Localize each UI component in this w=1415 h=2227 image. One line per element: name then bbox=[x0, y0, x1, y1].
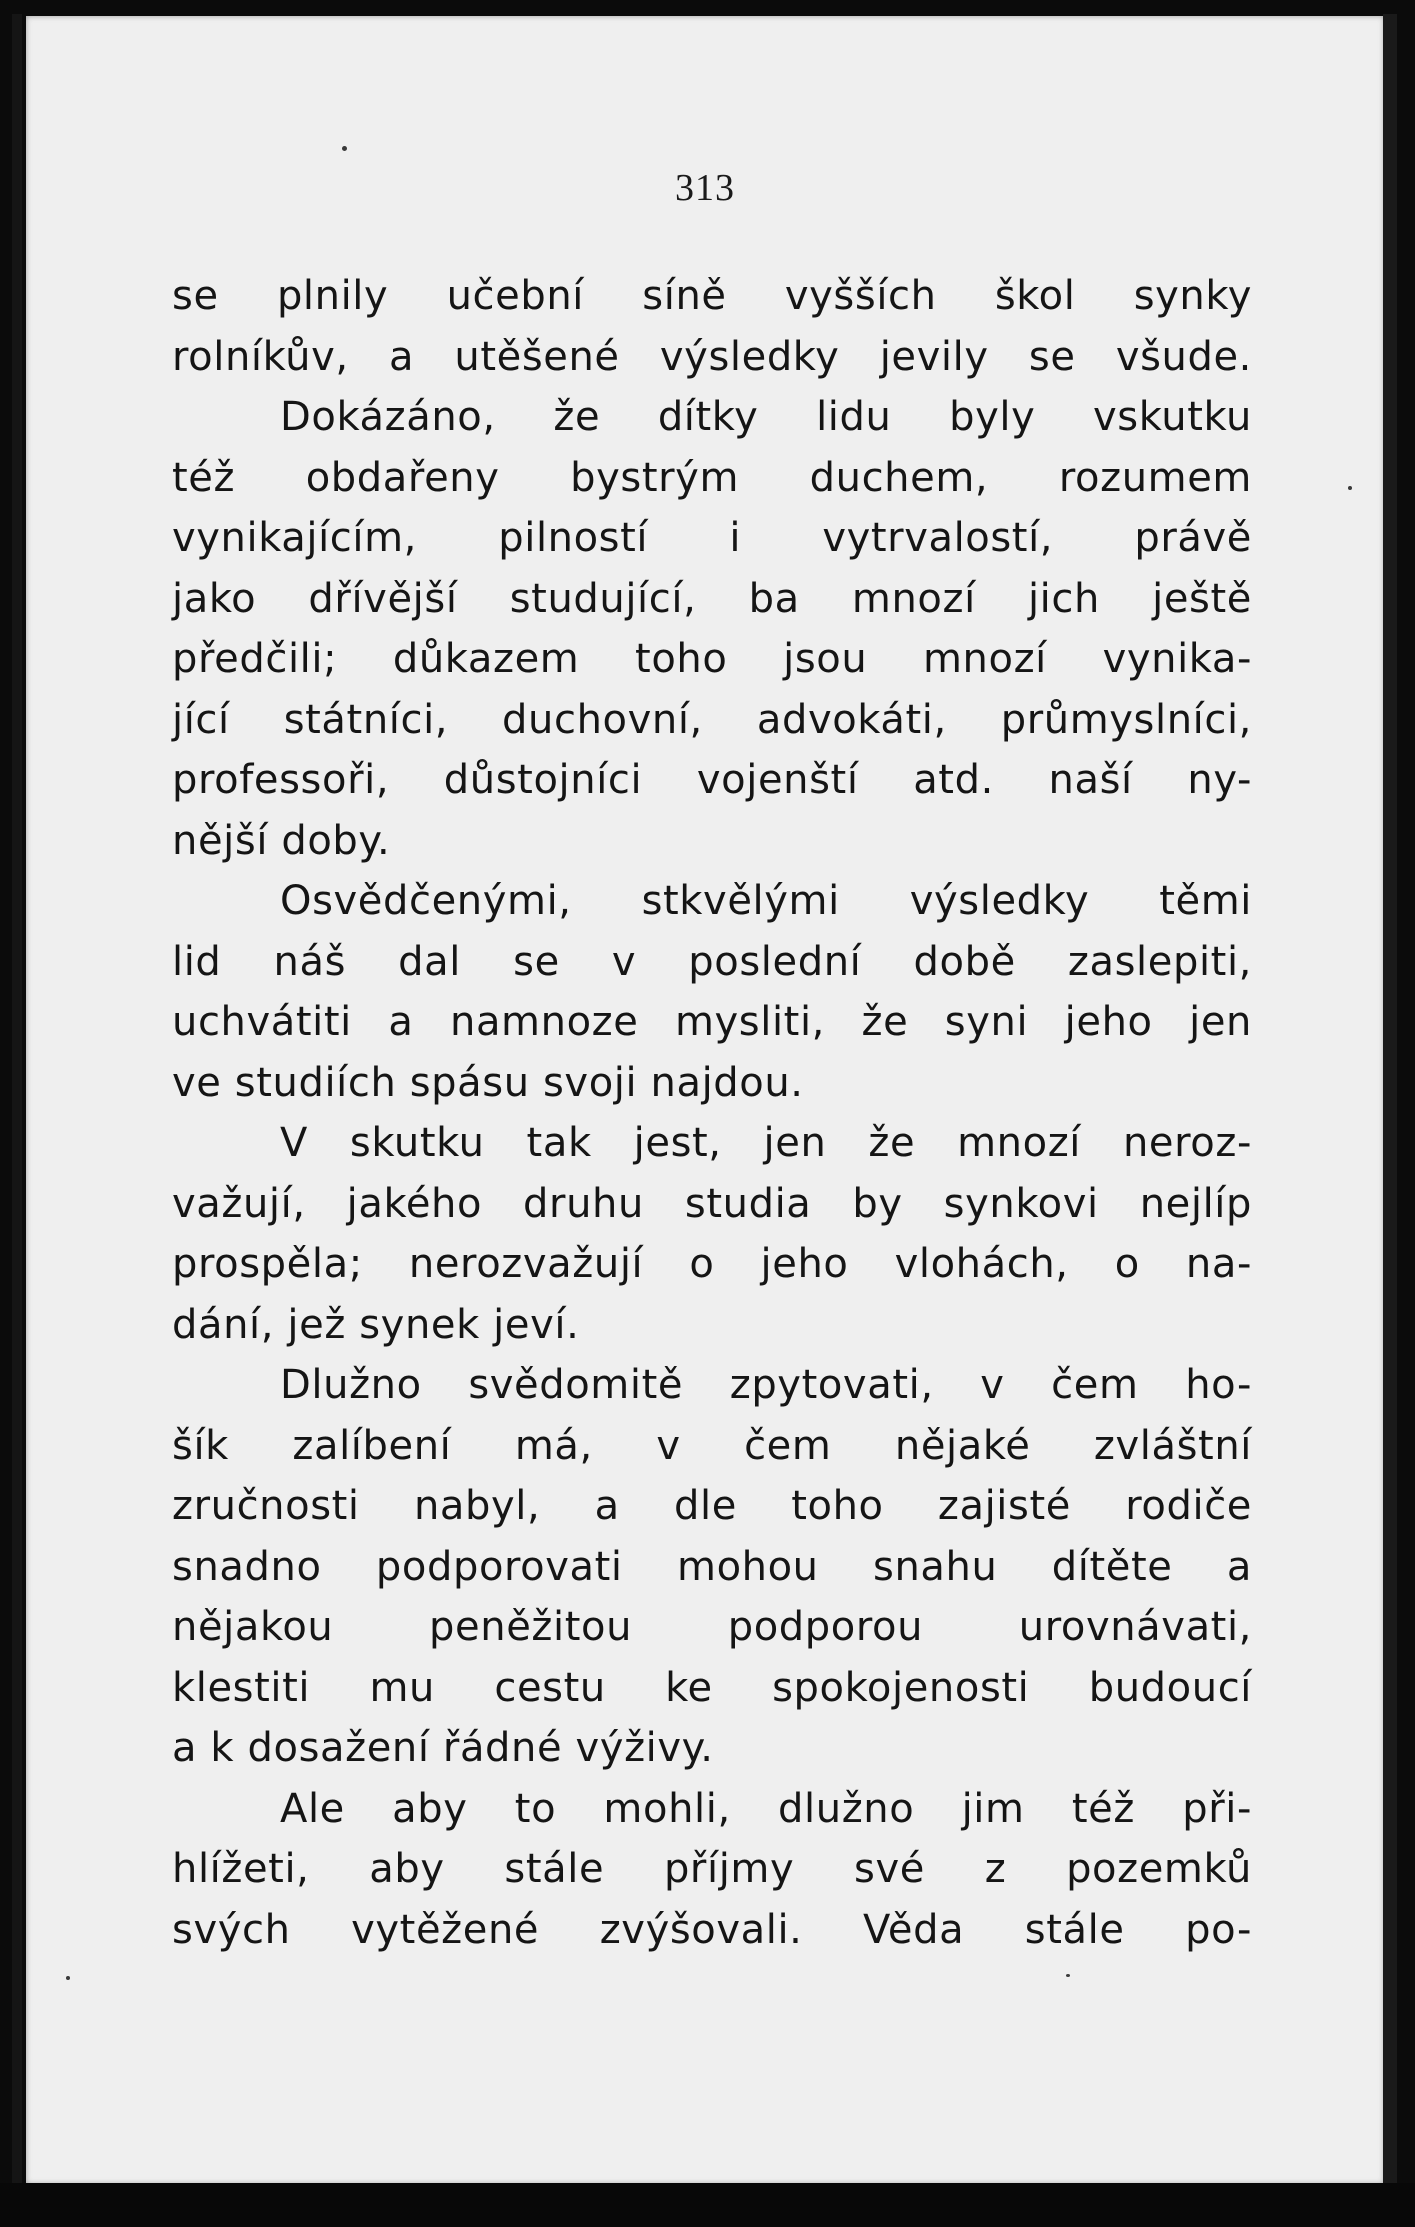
text-line: zručnosti nabyl, a dle toho zajisté rodiče bbox=[172, 1483, 1252, 1529]
text-line: professoři, důstojníci vojenští atd. naší ny- bbox=[172, 757, 1252, 803]
body-text bbox=[172, 266, 1252, 1960]
print-speck bbox=[1066, 1974, 1070, 1977]
text-line: svých vytěžené zvýšovali. Věda stále po- bbox=[172, 1906, 1252, 1953]
text-line: Dlužno svědomitě zpytovati, v čem ho- bbox=[280, 1362, 1252, 1408]
text-line: jící státníci, duchovní, advokáti, průmyslníci, bbox=[172, 696, 1252, 743]
text-line: Osvědčenými, stkvělými výsledky těmi bbox=[280, 878, 1252, 924]
text-line: vynikajícím, pilností i vytrvalostí, právě bbox=[172, 515, 1252, 561]
text-line: snadno podporovati mohou snahu dítěte a bbox=[172, 1543, 1252, 1590]
scan-bottom-border bbox=[0, 2183, 1415, 2227]
text-line: šík zalíbení má, v čem nějaké zvláštní bbox=[172, 1422, 1252, 1469]
text-line: též obdařeny bystrým duchem, rozumem bbox=[172, 454, 1252, 501]
text-line: ve studiích spásu svoji najdou. bbox=[172, 1059, 804, 1106]
text-line: předčili; důkazem toho jsou mnozí vynika- bbox=[172, 636, 1252, 682]
text-line: V skutku tak jest, jen že mnozí neroz- bbox=[280, 1120, 1252, 1166]
text-line: jako dřívější studující, ba mnozí jich ještě bbox=[172, 575, 1252, 622]
text-line: dání, jež synek jeví. bbox=[172, 1301, 580, 1348]
left-page-edge bbox=[12, 14, 22, 2194]
print-speck bbox=[342, 146, 347, 151]
text-line: prospěla; nerozvažují o jeho vlohách, o na- bbox=[172, 1241, 1252, 1287]
text-line: a k dosažení řádné výživy. bbox=[172, 1725, 714, 1771]
text-line: lid náš dal se v poslední době zaslepiti, bbox=[172, 938, 1252, 985]
text-line: nějakou peněžitou podporou urovnávati, bbox=[172, 1604, 1252, 1650]
print-speck bbox=[66, 1976, 70, 1980]
text-line: rolníkův, a utěšené výsledky jevily se všude. bbox=[172, 333, 1252, 380]
text-line: uchvátiti a namnoze mysliti, že syni jeho jen bbox=[172, 999, 1252, 1045]
text-line: hlížeti, aby stále příjmy své z pozemků bbox=[172, 1846, 1252, 1892]
print-speck bbox=[1348, 486, 1352, 490]
text-line: klestiti mu cestu ke spokojenosti budoucí bbox=[172, 1664, 1252, 1711]
page-number: 313 bbox=[675, 167, 735, 209]
text-line: se plnily učební síně vyšších škol synky bbox=[172, 273, 1252, 319]
book-page bbox=[26, 16, 1384, 2184]
text-line: nější doby. bbox=[172, 817, 391, 864]
text-line: Ale aby to mohli, dlužno jim též při- bbox=[280, 1785, 1252, 1832]
right-page-edge bbox=[1383, 14, 1397, 2194]
text-line: važují, jakého druhu studia by synkovi nejlíp bbox=[172, 1180, 1252, 1227]
text-line: Dokázáno, že dítky lidu byly vskutku bbox=[280, 394, 1252, 440]
